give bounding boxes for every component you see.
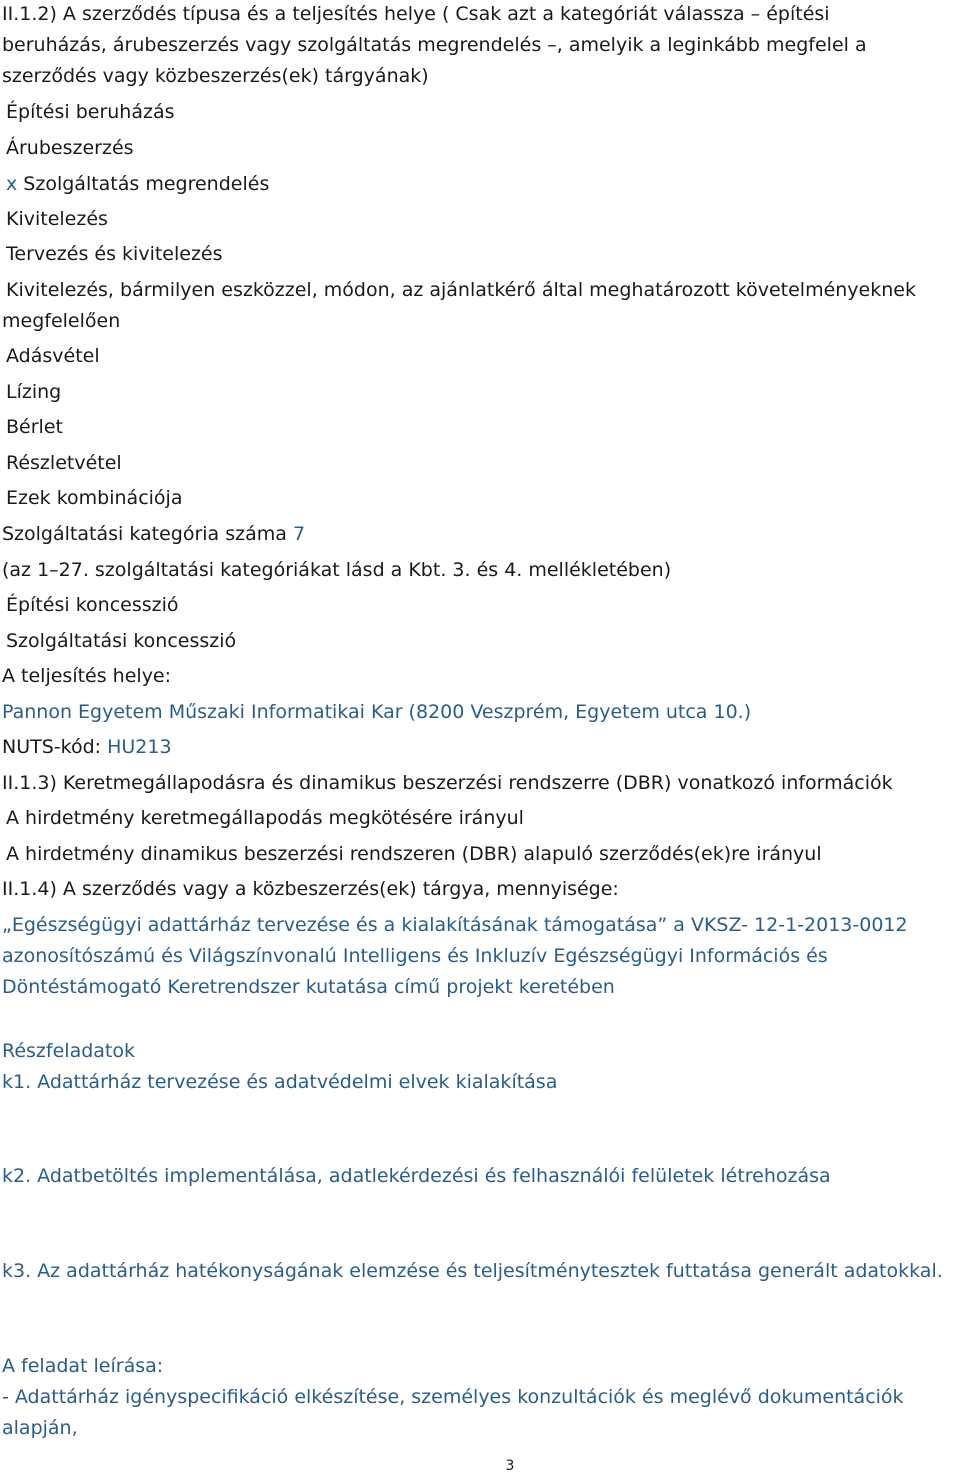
option-execution-any: Kivitelezés, bármilyen eszközzel, módon, az ajánlatkérő által meghatározott követelményeknek — [6, 279, 916, 301]
subtask-k2: k2. Adatbetöltés implementálása, adatlekérdezési és felhasználói felületek létrehozása — [2, 1165, 831, 1187]
service-category-note: (az 1–27. szolgáltatási kategóriákat lásd a Kbt. 3. és 4. mellékletében) — [2, 559, 672, 581]
section-heading: II.1.2) A szerződés típusa és a teljesítés helye ( Csak azt a kategóriát válassza – építési — [2, 3, 830, 25]
option-leasing: Lízing — [6, 381, 62, 403]
service-category — [2, 522, 305, 546]
section-heading: beruházás, árubeszerzés vagy szolgáltatás megrendelés –, amelyik a leginkább megfelel a — [2, 34, 867, 56]
option-installment: Részletvétel — [6, 452, 122, 474]
option-goods: Árubeszerzés — [6, 137, 134, 159]
checked-mark: x — [6, 173, 18, 195]
option-building-concession: Építési koncesszió — [6, 594, 179, 616]
option-framework: A hirdetmény keretmegállapodás megkötésére irányul — [6, 807, 524, 829]
option-rent: Bérlet — [6, 416, 63, 438]
option-dbr: A hirdetmény dinamikus beszerzési rendszeren (DBR) alapuló szerződés(ek)re irányul — [6, 843, 822, 865]
option-building: Építési beruházás — [6, 101, 175, 123]
place-value: Pannon Egyetem Műszaki Informatikai Kar (8200 Veszprém, Egyetem utca 10.) — [2, 701, 752, 723]
section-heading: II.1.4) A szerződés vagy a közbeszerzés(ek) tárgya, mennyisége: — [2, 878, 619, 900]
option-execution-any-cont: megfelelően — [2, 310, 121, 332]
option-design-execution: Tervezés és kivitelezés — [6, 243, 223, 265]
subject-text: Döntéstámogató Keretrendszer kutatása című projekt keretében — [2, 976, 615, 998]
option-service-label: Szolgáltatás megrendelés — [23, 173, 270, 195]
nuts-code — [2, 735, 172, 759]
task-label: A feladat leírása: — [2, 1355, 164, 1377]
option-purchase: Adásvétel — [6, 345, 100, 367]
subtask-k1: k1. Adattárház tervezése és adatvédelmi elvek kialakítása — [2, 1071, 558, 1093]
subtasks-label: Részfeladatok — [2, 1040, 135, 1062]
section-heading: II.1.3) Keretmegállapodásra és dinamikus beszerzési rendszerre (DBR) vonatkozó információk — [2, 772, 893, 794]
service-category-value: 7 — [292, 523, 306, 545]
option-execution: Kivitelezés — [6, 208, 108, 230]
page-number: 3 — [505, 1458, 515, 1474]
nuts-value: HU213 — [107, 736, 172, 758]
nuts-label: NUTS-kód: — [2, 736, 102, 758]
subtask-k3: k3. Az adattárház hatékonyságának elemzése és teljesítménytesztek futtatása generált adatokkal. — [2, 1260, 943, 1282]
task-description: alapján, — [2, 1417, 78, 1439]
place-label: A teljesítés helye: — [2, 665, 172, 687]
option-service-concession: Szolgáltatási koncesszió — [6, 630, 237, 652]
service-category-label: Szolgáltatási kategória száma — [2, 523, 287, 545]
section-heading: szerződés vagy közbeszerzés(ek) tárgyának) — [2, 65, 429, 87]
subject-text: azonosítószámú és Világszínvonalú Intelligens és Inkluzív Egészségügyi Információs és — [2, 945, 828, 967]
option-combination: Ezek kombinációja — [6, 487, 183, 509]
task-description: - Adattárház igényspecifikáció elkészítése, személyes konzultációk és meglévő dokumentációk — [2, 1386, 904, 1408]
subject-text: „Egészségügyi adattárház tervezése és a kialakításának támogatása” a VKSZ- 12-1-2013-0012 — [2, 914, 908, 936]
option-service — [6, 172, 269, 196]
